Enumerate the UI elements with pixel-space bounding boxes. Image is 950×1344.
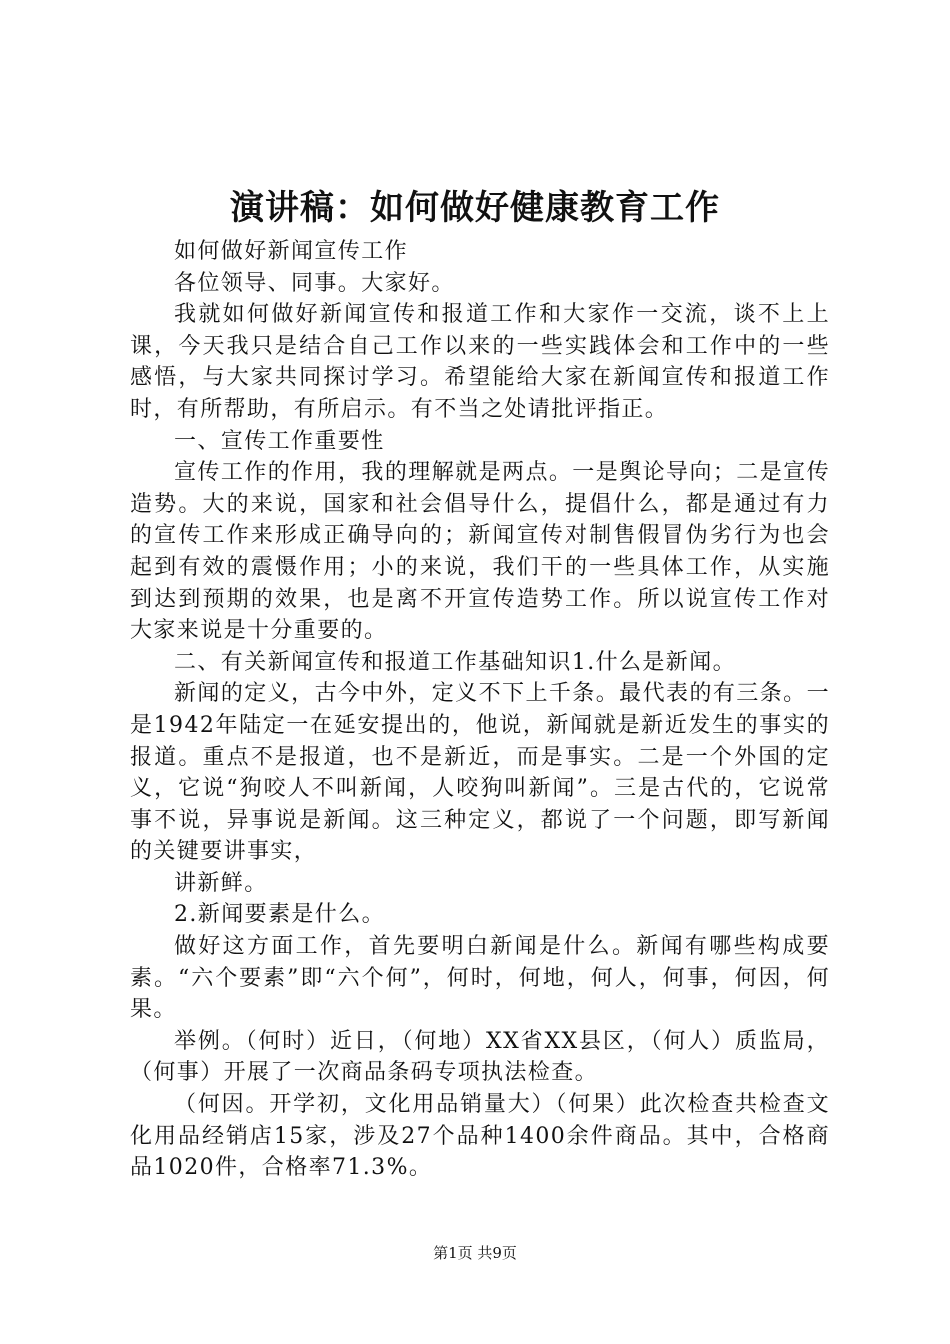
page-number: 第1页 共9页	[433, 1244, 517, 1262]
paragraph-example-result: （何因。开学初，文化用品销量大）（何果）此次检查共检查文化用品经销店15家，涉及27个品种1400余件商品。其中，合格商品1020件，合格率71.3%。	[130, 1092, 830, 1181]
paragraph-continuation: 讲新鲜。	[174, 870, 268, 896]
paragraph-news-elements: 做好这方面工作，首先要明白新闻是什么。新闻有哪些构成要素。“六个要素”即“六个何”，何时，何地，何人，何事，何因，何果。	[130, 934, 830, 1023]
paragraph-news-definition: 新闻的定义，古今中外，定义不下上千条。最代表的有三条。一是1942年陆定一在延安提出的，他说，新闻就是新近发生的事实的报道。重点不是报道，也不是新近，而是事实。二是一个外国的定义，它说“狗咬人不叫新闻，人咬狗叫新闻”。三是古代的，它说常事不说，异事说是新闻。这三种定义，都说了一个问题，即写新闻的关键要讲事实，	[130, 681, 830, 865]
subsection-heading-2: 2.新闻要素是什么。	[174, 902, 385, 928]
paragraph-intro: 我就如何做好新闻宣传和报道工作和大家作一交流，谈不上上课，今天我只是结合自己工作以来的一些实践体会和工作中的一些感悟，与大家共同探讨学习。希望能给大家在新闻宣传和报道工作时，有所帮助，有所启示。有不当之处请批评指正。	[130, 302, 830, 422]
section-heading-2: 二、有关新闻宣传和报道工作基础知识1.什么是新闻。	[174, 649, 736, 675]
page-title: 演讲稿：如何做好健康教育工作	[230, 188, 720, 228]
paragraph-example: 举例。（何时）近日，（何地）XX省XX县区，（何人）质监局，（何事）开展了一次商品条码专项执法检查。	[130, 1028, 830, 1086]
document-body	[130, 236, 830, 1184]
section-heading-1: 一、宣传工作重要性	[174, 428, 385, 454]
paragraph-importance: 宣传工作的作用，我的理解就是两点。一是舆论导向；二是宣传造势。大的来说，国家和社会倡导什么，提倡什么，都是通过有力的宣传工作来形成正确导向的；新闻宣传对制售假冒伪劣行为也会起到有效的震慑作用；小的来说，我们干的一些具体工作，从实施到达到预期的效果，也是离不开宣传造势工作。所以说宣传工作对大家来说是十分重要的。	[130, 460, 830, 644]
paragraph-subtitle: 如何做好新闻宣传工作	[174, 239, 409, 264]
paragraph-greeting: 各位领导、同事。大家好。	[174, 270, 455, 296]
